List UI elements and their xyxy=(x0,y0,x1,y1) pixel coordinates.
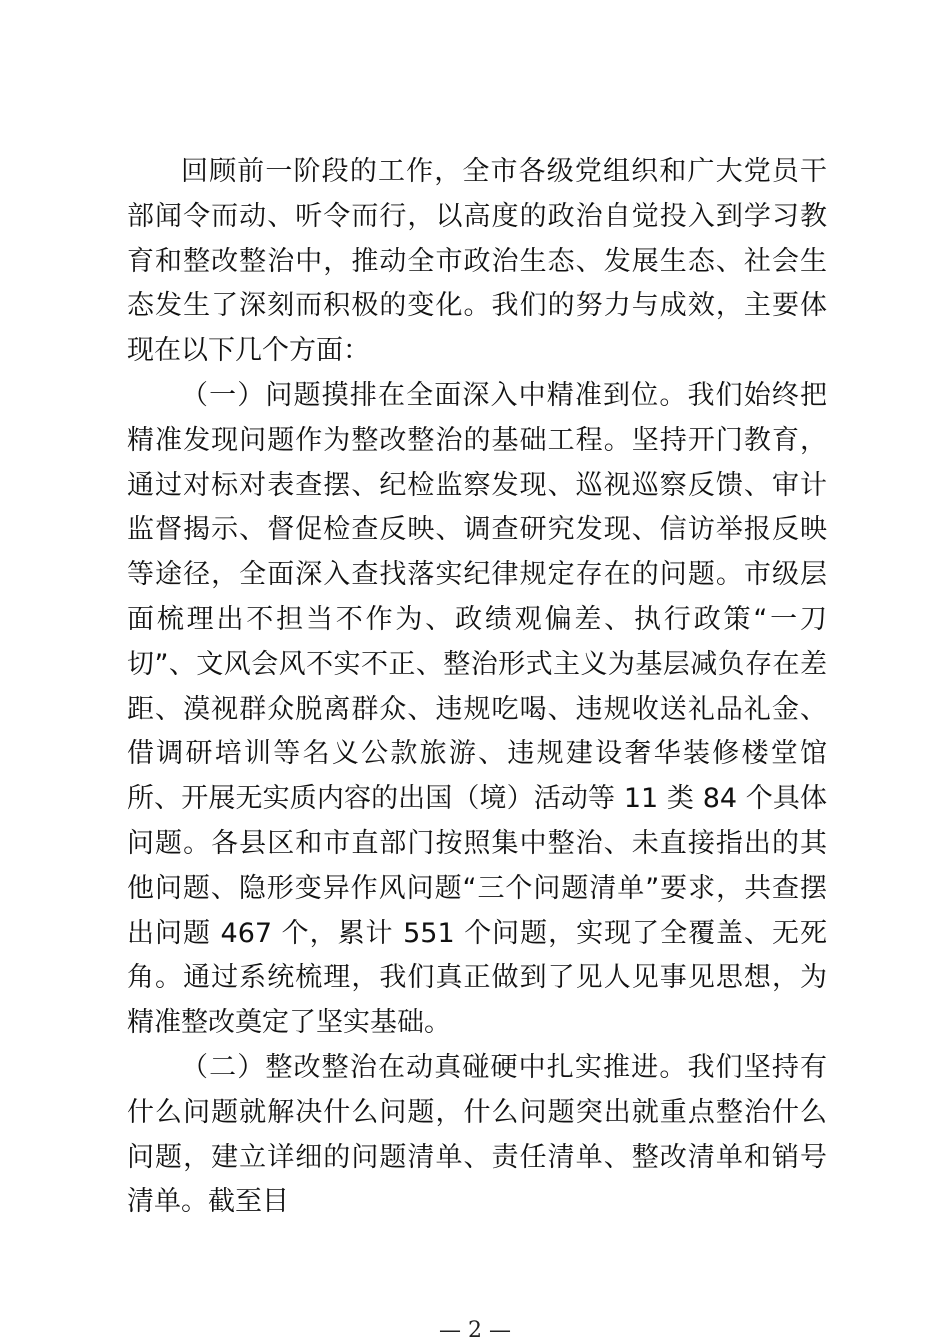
document-body xyxy=(127,150,827,1225)
page-number: — 2 — xyxy=(439,1318,511,1343)
paragraph-review: 回顾前一阶段的工作，全市各级党组织和广大党员干部闻令而动、听令而行，以高度的政治自觉投入到学习教育和整改整治中，推动全市政治生态、发展生态、社会生态发生了深刻而积极的变化。我们的努力与成效，主要体现在以下几个方面： xyxy=(127,156,827,367)
paragraph-section-one: （一）问题摸排在全面深入中精准到位。我们始终把精准发现问题作为整改整治的基础工程。坚持开门教育，通过对标对表查摆、纪检监察发现、巡视巡察反馈、审计监督揭示、督促检查反映、调查研究发现、信访举报反映等途径，全面深入查找落实纪律规定存在的问题。市级层面梳理出不担当不作为、政绩观偏差、执行政策“一刀切”、文风会风不实不正、整治形式主义为基层减负存在差距、漠视群众脱离群众、违规吃喝、违规收送礼品礼金、借调研培训等名义公款旅游、违规建设奢华装修楼堂馆所、开展无实质内容的出国（境）活动等 11 类 84 个具体问题。各县区和市直部门按照集中整治、未直接指出的其他问题、隐形变异作风问题“三个问题清单”要求，共查摆出问题 467 个，累计 551 个问题，实现了全覆盖、无死角。通过系统梳理，我们真正做到了见人见事见思想，为精准整改奠定了坚实基础。 xyxy=(127,379,827,1039)
paragraph-section-two: （二）整改整治在动真碰硬中扎实推进。我们坚持有什么问题就解决什么问题，什么问题突出就重点整治什么问题，建立详细的问题清单、责任清单、整改清单和销号清单。截至目 xyxy=(127,1051,827,1218)
